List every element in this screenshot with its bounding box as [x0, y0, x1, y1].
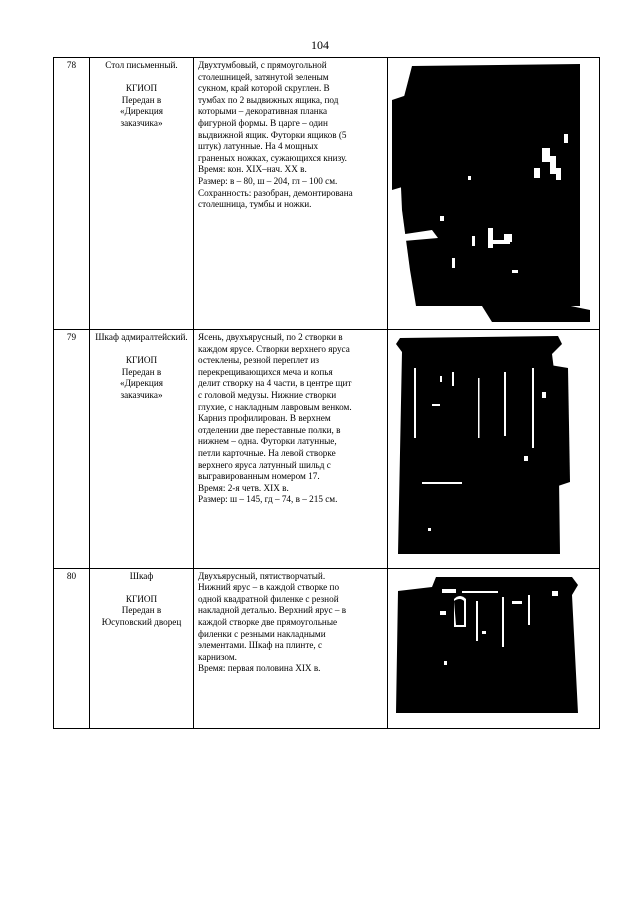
description-line: карнизом. [198, 651, 237, 662]
item-name-cell [90, 568, 194, 728]
description-line: выгравированным номером 17. [198, 471, 320, 482]
description-line: штук) латунные. На 4 мощных [198, 141, 319, 152]
description-line: Двухъярусный, пятистворчатый. [198, 570, 326, 581]
item-name: Шкаф адмиралтейский. [95, 332, 188, 342]
item-name-cell [90, 330, 194, 569]
description-line: глухие, с накладным лавровым венком. [198, 401, 352, 412]
description-line: остеклены, резной переплет из [198, 355, 320, 366]
item-name-cell [90, 58, 194, 330]
description-line: каждой створке две прямоугольные [198, 616, 338, 627]
desk-photo-image [392, 60, 592, 322]
description-line: которыми – декоративная планка [198, 106, 328, 117]
description-line: граненых ножках, сужающихся книзу. [198, 152, 347, 163]
source-line: Передан в [121, 366, 162, 377]
description-line: фигурной формы. В царге – один [198, 117, 328, 128]
photo-cell [388, 330, 600, 569]
description-line: тумбах по 2 выдвижных ящика, под [198, 94, 339, 105]
desk-photo [392, 60, 595, 326]
description-line: петли карточные. На левой створке [198, 447, 336, 458]
description-line: Ясень, двухъярусный, по 2 створки в [198, 332, 343, 342]
description-line: Сохранность: разобран, демонтирована [198, 187, 353, 198]
item-name: Стол письменный. [105, 60, 178, 70]
description-line: Время: кон. XIX–нач. XX в. [198, 164, 307, 175]
description-line: столешницей, затянутой зеленым [198, 71, 329, 82]
cabinet-photo-image [392, 332, 592, 562]
table-row [54, 330, 600, 569]
source-line: КГИОП [125, 593, 158, 604]
description-line: накладной деталью. Верхний ярус – в [198, 605, 347, 616]
description-line: с головой медузы. Нижние створки [198, 389, 337, 400]
description-line: элементами. Шкаф на плинте, с [198, 640, 323, 651]
item-name: Шкаф [129, 570, 154, 581]
wardrobe-photo-image [392, 571, 592, 721]
source-line: КГИОП [125, 83, 158, 94]
description-line: столешница, тумбы и ножки. [198, 199, 312, 210]
item-description [194, 330, 388, 569]
source-line: КГИОП [125, 355, 158, 366]
description-line: филенки с резными накладными [198, 628, 326, 639]
description-line: выдвижной ящик. Футорки ящиков (5 [198, 129, 347, 140]
description-line: Время: 2-я четв. XIX в. [198, 482, 289, 493]
description-line: одной квадратной филенке с резной [198, 593, 339, 604]
item-number: 79 [54, 330, 90, 569]
source-line: заказчика» [120, 389, 163, 400]
photo-cell [388, 568, 600, 728]
description-line: отделении две переставные полки, в [198, 424, 341, 435]
table-row [54, 58, 600, 330]
item-description [194, 568, 388, 728]
description-line: Время: первая половина XIX в. [198, 663, 321, 674]
description-line: Карниз профилирован. В верхнем [198, 413, 331, 424]
source-line: «Дирекция [120, 106, 163, 117]
table-row [54, 568, 600, 728]
wardrobe-photo [392, 571, 595, 725]
photo-cell [388, 58, 600, 330]
cabinet-photo [392, 332, 595, 566]
catalog-table [53, 57, 600, 729]
source-line: Передан в [121, 605, 162, 616]
item-number: 80 [54, 568, 90, 728]
source-line: заказчика» [120, 117, 163, 128]
description-line: Нижний ярус – в каждой створке по [198, 582, 340, 593]
description-line: Размер: ш – 145, гд – 74, в – 215 см. [198, 494, 338, 505]
description-line: Двухтумбовый, с прямоугольной [198, 60, 327, 70]
source-line: Передан в [121, 94, 162, 105]
item-number: 78 [54, 58, 90, 330]
page-number: 104 [311, 38, 329, 52]
description-line: перекрещивающихся меча и копья [198, 366, 333, 377]
description-line: каждом ярусе. Створки верхнего яруса [198, 343, 350, 354]
source-line: «Дирекция [120, 378, 163, 389]
item-description [194, 58, 388, 330]
description-line: нижнем – одна. Футорки латунные, [198, 436, 337, 447]
description-line: Размер: в – 80, ш – 204, гл – 100 см. [198, 175, 338, 186]
description-line: сукном, край которой скруглен. В [198, 83, 330, 94]
description-line: верхнего яруса латунный шильд с [198, 459, 331, 470]
source-line: Юсуповский дворец [101, 616, 182, 627]
description-line: делит створку на 4 части, в центре щит [198, 378, 352, 389]
